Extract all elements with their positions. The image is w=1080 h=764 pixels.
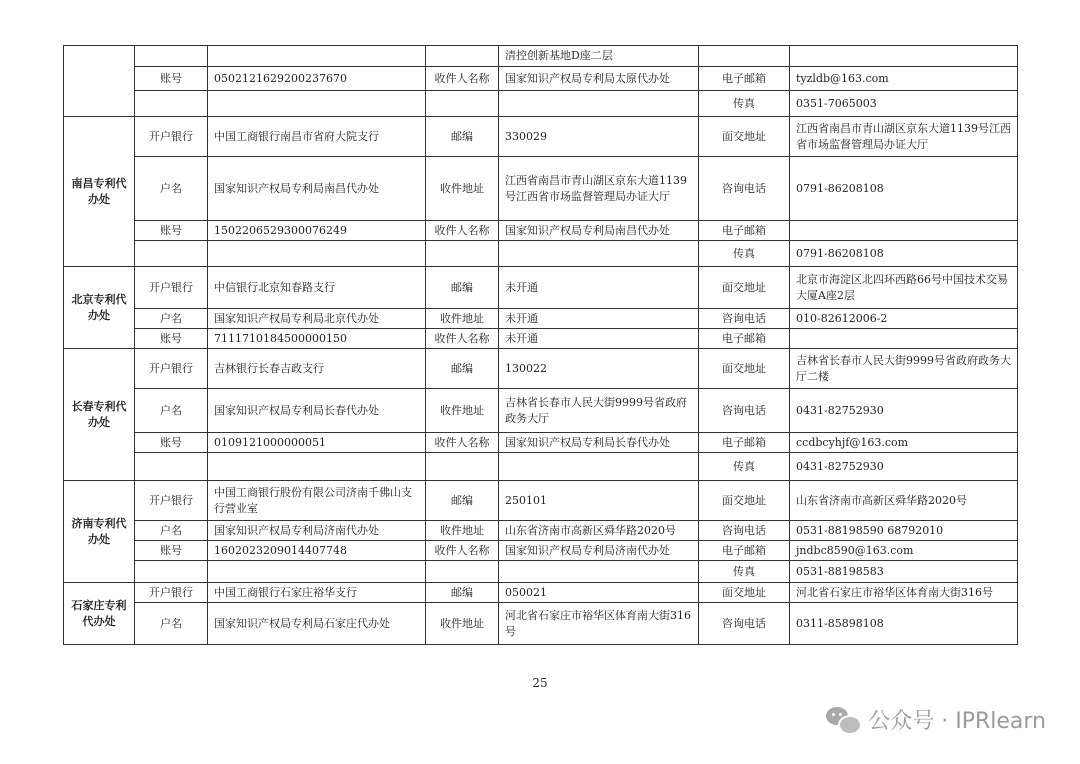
page-number: 25 — [532, 676, 548, 690]
table-row — [64, 67, 1018, 91]
field-value — [208, 46, 426, 67]
office-name: 石家庄专利代办处 — [64, 583, 135, 645]
field-value: 中国工商银行股份有限公司济南千佛山支行营业室 — [208, 481, 426, 521]
table-row — [64, 541, 1018, 561]
field-value: 吉林银行长春吉政支行 — [208, 349, 426, 389]
field-label: 传真 — [699, 241, 790, 267]
field-label: 咨询电话 — [699, 157, 790, 221]
field-value: 0431-82752930 — [790, 389, 1018, 433]
field-label: 户名 — [135, 157, 208, 221]
field-label: 电子邮箱 — [699, 433, 790, 453]
field-value: 0791-86208108 — [790, 241, 1018, 267]
field-label — [135, 46, 208, 67]
field-value: 国家知识产权局专利局南昌代办处 — [499, 221, 699, 241]
field-value — [790, 221, 1018, 241]
field-value: 330029 — [499, 117, 699, 157]
field-label: 收件地址 — [426, 521, 499, 541]
field-value: 河北省石家庄市裕华区体育南大街316号 — [499, 603, 699, 645]
field-value: 未开通 — [499, 267, 699, 309]
field-value: 国家知识产权局专利局长春代办处 — [208, 389, 426, 433]
field-label — [426, 46, 499, 67]
table-row — [64, 91, 1018, 117]
field-value: 0431-82752930 — [790, 453, 1018, 481]
field-value: 吉林省长春市人民大街9999号省政府政务大厅 — [499, 389, 699, 433]
office-name: 北京专利代办处 — [64, 267, 135, 349]
field-value: 国家知识产权局专利局长春代办处 — [499, 433, 699, 453]
table-row — [64, 349, 1018, 389]
field-value — [499, 241, 699, 267]
field-label: 收件人名称 — [426, 329, 499, 349]
field-label — [426, 561, 499, 583]
wechat-icon — [826, 705, 860, 735]
field-value: 河北省石家庄市裕华区体育南大街316号 — [790, 583, 1018, 603]
field-value: 国家知识产权局专利局南昌代办处 — [208, 157, 426, 221]
field-label: 开户银行 — [135, 481, 208, 521]
field-value — [208, 91, 426, 117]
field-value: jndbc8590@163.com — [790, 541, 1018, 561]
table-row — [64, 561, 1018, 583]
field-label: 面交地址 — [699, 481, 790, 521]
field-value: 中国工商银行石家庄裕华支行 — [208, 583, 426, 603]
field-value — [208, 453, 426, 481]
field-label — [135, 453, 208, 481]
field-label: 收件地址 — [426, 389, 499, 433]
field-value: 国家知识产权局专利局北京代办处 — [208, 309, 426, 329]
field-label: 户名 — [135, 521, 208, 541]
field-label: 账号 — [135, 433, 208, 453]
field-label: 收件人名称 — [426, 433, 499, 453]
field-label — [135, 561, 208, 583]
table-row — [64, 433, 1018, 453]
field-value: 国家知识产权局专利局石家庄代办处 — [208, 603, 426, 645]
field-value — [499, 91, 699, 117]
field-label: 账号 — [135, 67, 208, 91]
field-value: 0531-88198590 68792010 — [790, 521, 1018, 541]
field-value: 清控创新基地D座二层 — [499, 46, 699, 67]
field-label: 开户银行 — [135, 117, 208, 157]
field-label — [135, 241, 208, 267]
field-value: 国家知识产权局专利局济南代办处 — [208, 521, 426, 541]
field-label: 开户银行 — [135, 583, 208, 603]
table-row — [64, 481, 1018, 521]
field-label: 面交地址 — [699, 583, 790, 603]
field-value: 1502206529300076249 — [208, 221, 426, 241]
field-label: 传真 — [699, 561, 790, 583]
table-row — [64, 329, 1018, 349]
field-value: 130022 — [499, 349, 699, 389]
field-value: 0791-86208108 — [790, 157, 1018, 221]
field-value: 0311-85898108 — [790, 603, 1018, 645]
field-value: 中信银行北京知春路支行 — [208, 267, 426, 309]
field-label: 收件地址 — [426, 603, 499, 645]
field-label: 邮编 — [426, 583, 499, 603]
field-value: ccdbcyhjf@163.com — [790, 433, 1018, 453]
table-row — [64, 453, 1018, 481]
field-label: 咨询电话 — [699, 521, 790, 541]
field-value — [790, 329, 1018, 349]
field-label: 电子邮箱 — [699, 221, 790, 241]
field-label: 收件地址 — [426, 157, 499, 221]
field-value — [499, 561, 699, 583]
table-row — [64, 241, 1018, 267]
field-value: 国家知识产权局专利局济南代办处 — [499, 541, 699, 561]
field-label: 收件人名称 — [426, 221, 499, 241]
table-row — [64, 267, 1018, 309]
field-value: 江西省南昌市青山湖区京东大道1139号江西省市场监督管理局办证大厅 — [790, 117, 1018, 157]
field-label: 咨询电话 — [699, 309, 790, 329]
field-label: 面交地址 — [699, 349, 790, 389]
field-label — [699, 46, 790, 67]
office-name — [64, 46, 135, 117]
office-name: 南昌专利代办处 — [64, 117, 135, 267]
table-row — [64, 521, 1018, 541]
field-label: 邮编 — [426, 481, 499, 521]
field-value: 北京市海淀区北四环西路66号中国技术交易大厦A座2层 — [790, 267, 1018, 309]
field-value: 050021 — [499, 583, 699, 603]
field-label: 账号 — [135, 221, 208, 241]
table-row — [64, 583, 1018, 603]
field-label: 开户银行 — [135, 267, 208, 309]
field-label — [426, 91, 499, 117]
field-label: 传真 — [699, 453, 790, 481]
table-row — [64, 157, 1018, 221]
field-value: 0531-88198583 — [790, 561, 1018, 583]
field-value: 0351-7065003 — [790, 91, 1018, 117]
table-row — [64, 221, 1018, 241]
field-label: 账号 — [135, 541, 208, 561]
field-label — [135, 91, 208, 117]
field-value: 7111710184500000150 — [208, 329, 426, 349]
field-value: 0109121000000051 — [208, 433, 426, 453]
field-value — [790, 46, 1018, 67]
field-value: 江西省南昌市青山湖区京东大道1139号江西省市场监督管理局办证大厅 — [499, 157, 699, 221]
field-label: 面交地址 — [699, 267, 790, 309]
field-value: 0502121629200237670 — [208, 67, 426, 91]
field-value: 吉林省长春市人民大街9999号省政府政务大厅二楼 — [790, 349, 1018, 389]
field-value: 山东省济南市高新区舜华路2020号 — [790, 481, 1018, 521]
field-label: 户名 — [135, 309, 208, 329]
watermark-text: 公众号 · IPRlearn — [868, 709, 1046, 734]
field-label: 收件人名称 — [426, 67, 499, 91]
table-row — [64, 117, 1018, 157]
field-label: 电子邮箱 — [699, 541, 790, 561]
field-label: 电子邮箱 — [699, 329, 790, 349]
agency-table — [63, 45, 1018, 645]
field-label: 账号 — [135, 329, 208, 349]
field-label: 户名 — [135, 389, 208, 433]
field-value — [208, 561, 426, 583]
field-label: 邮编 — [426, 267, 499, 309]
field-label: 面交地址 — [699, 117, 790, 157]
field-label — [426, 241, 499, 267]
field-value: 中国工商银行南昌市省府大院支行 — [208, 117, 426, 157]
field-value: 山东省济南市高新区舜华路2020号 — [499, 521, 699, 541]
field-label: 咨询电话 — [699, 603, 790, 645]
field-label: 传真 — [699, 91, 790, 117]
field-label: 收件地址 — [426, 309, 499, 329]
field-label — [426, 453, 499, 481]
field-value: 未开通 — [499, 309, 699, 329]
field-label: 电子邮箱 — [699, 67, 790, 91]
field-value: 国家知识产权局专利局太原代办处 — [499, 67, 699, 91]
office-name: 济南专利代办处 — [64, 481, 135, 583]
table-row — [64, 389, 1018, 433]
field-value: 010-82612006-2 — [790, 309, 1018, 329]
field-value: tyzldb@163.com — [790, 67, 1018, 91]
field-label: 收件人名称 — [426, 541, 499, 561]
field-label: 户名 — [135, 603, 208, 645]
field-label: 开户银行 — [135, 349, 208, 389]
field-label: 邮编 — [426, 117, 499, 157]
table-row — [64, 46, 1018, 67]
table-row — [64, 603, 1018, 645]
field-value — [499, 453, 699, 481]
office-name: 长春专利代办处 — [64, 349, 135, 481]
field-label: 邮编 — [426, 349, 499, 389]
field-value: 250101 — [499, 481, 699, 521]
field-value — [208, 241, 426, 267]
table-row — [64, 309, 1018, 329]
field-value: 未开通 — [499, 329, 699, 349]
field-label: 咨询电话 — [699, 389, 790, 433]
watermark — [826, 704, 1046, 735]
field-value: 1602023209014407748 — [208, 541, 426, 561]
